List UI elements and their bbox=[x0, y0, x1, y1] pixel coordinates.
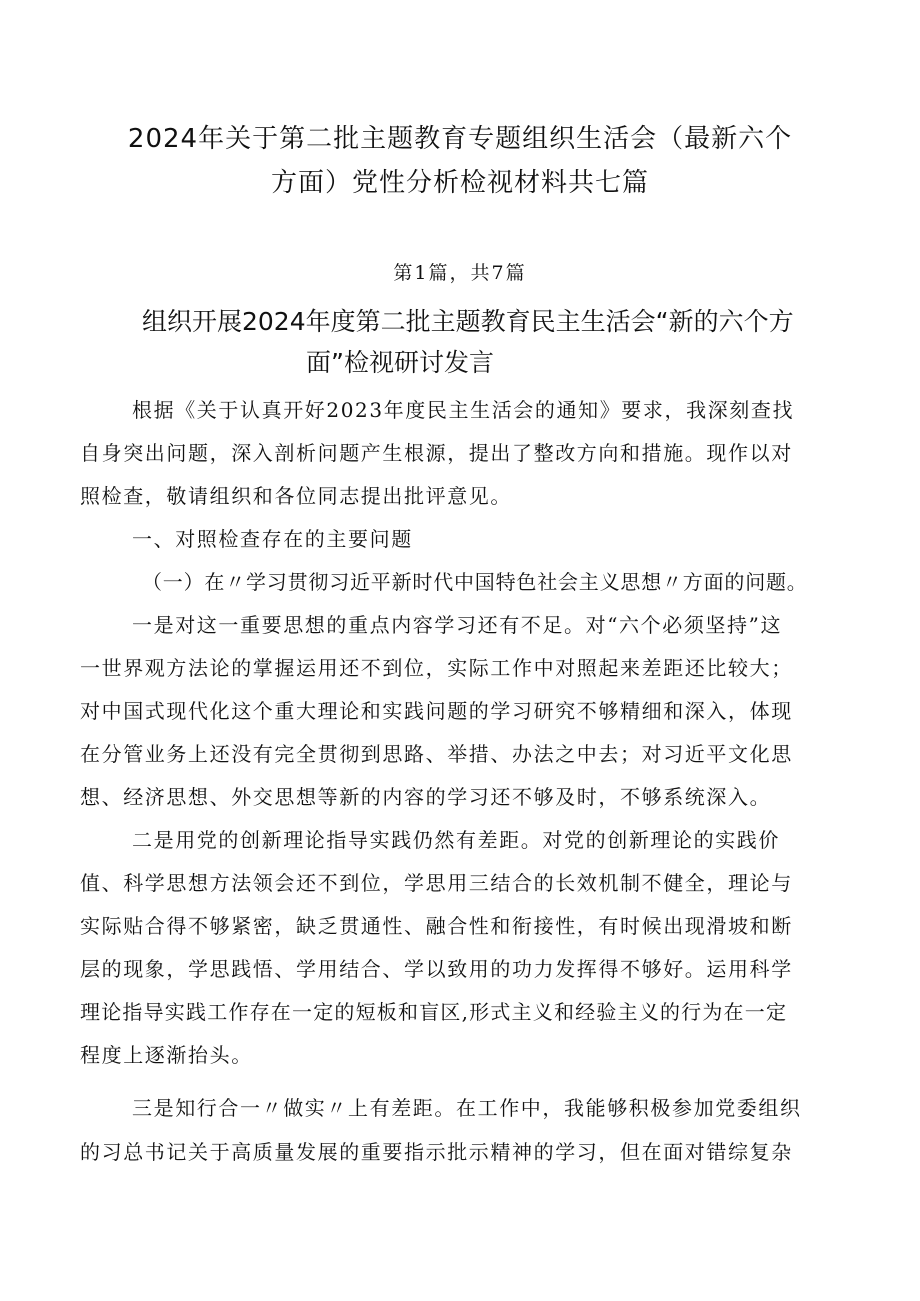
section-title-line-1: 组织开展2024年度第二批主题教育民主生活会“新的六个方 bbox=[142, 307, 794, 336]
section-heading: 一、对照检查存在的主要问题 bbox=[132, 527, 413, 551]
body-line: 一世界观方法论的掌握运用还不到位，实际工作中对照起来差距还比较大； bbox=[80, 656, 793, 680]
document-title-line-1: 2024年关于第二批主题教育专题组织生活会（最新六个 bbox=[127, 124, 793, 154]
body-line: 的习总书记关于高质量发展的重要指示批示精神的学习，但在面对错综复杂 bbox=[80, 1140, 793, 1164]
body-line: 二是用党的创新理论指导实践仍然有差距。对党的创新理论的实践价 bbox=[132, 828, 780, 852]
body-line: 实际贴合得不够紧密，缺乏贯通性、融合性和衔接性，有时候出现滑坡和断 bbox=[80, 914, 793, 938]
section-title-line-2: 面”检视研讨发言 bbox=[306, 348, 494, 377]
body-line: 在分管业务上还没有完全贯彻到思路、举措、办法之中去；对习近平文化思 bbox=[80, 742, 793, 766]
body-line: 值、科学思想方法领会还不到位，学思用三结合的长效机制不健全，理论与 bbox=[80, 871, 793, 895]
body-line: 程度上逐渐抬头。 bbox=[80, 1043, 253, 1067]
document-title-line-2: 方面）党性分析检视材料共七篇 bbox=[270, 168, 649, 198]
part-label: 第1篇，共7篇 bbox=[393, 262, 527, 284]
body-line: 根据《关于认真开好2023年度民主生活会的通知》要求，我深刻查找 bbox=[132, 398, 795, 422]
subsection-heading: （一）在〃学习贯彻习近平新时代中国特色社会主义思想〃方面的问题。 bbox=[142, 570, 808, 594]
body-line: 三是知行合一〃做实〃上有差距。在工作中，我能够积极参加党委组织 bbox=[132, 1096, 802, 1120]
body-line: 想、经济思想、外交思想等新的内容的学习还不够及时，不够系统深入。 bbox=[80, 785, 772, 809]
body-line: 自身突出问题，深入剖析问题产生根源，提出了整改方向和措施。现作以对 bbox=[80, 441, 793, 465]
body-line: 层的现象，学思践悟、学用结合、学以致用的功力发挥得不够好。运用科学 bbox=[80, 957, 793, 981]
body-line: 理论指导实践工作存在一定的短板和盲区,形式主义和经验主义的行为在一定 bbox=[80, 1000, 788, 1024]
body-line: 对中国式现代化这个重大理论和实践问题的学习研究不够精细和深入，体现 bbox=[80, 699, 793, 723]
body-line: 一是对这一重要思想的重点内容学习还有不足。对“六个必须坚持”这 bbox=[132, 613, 783, 637]
body-line: 照检查，敬请组织和各位同志提出批评意见。 bbox=[80, 484, 512, 508]
